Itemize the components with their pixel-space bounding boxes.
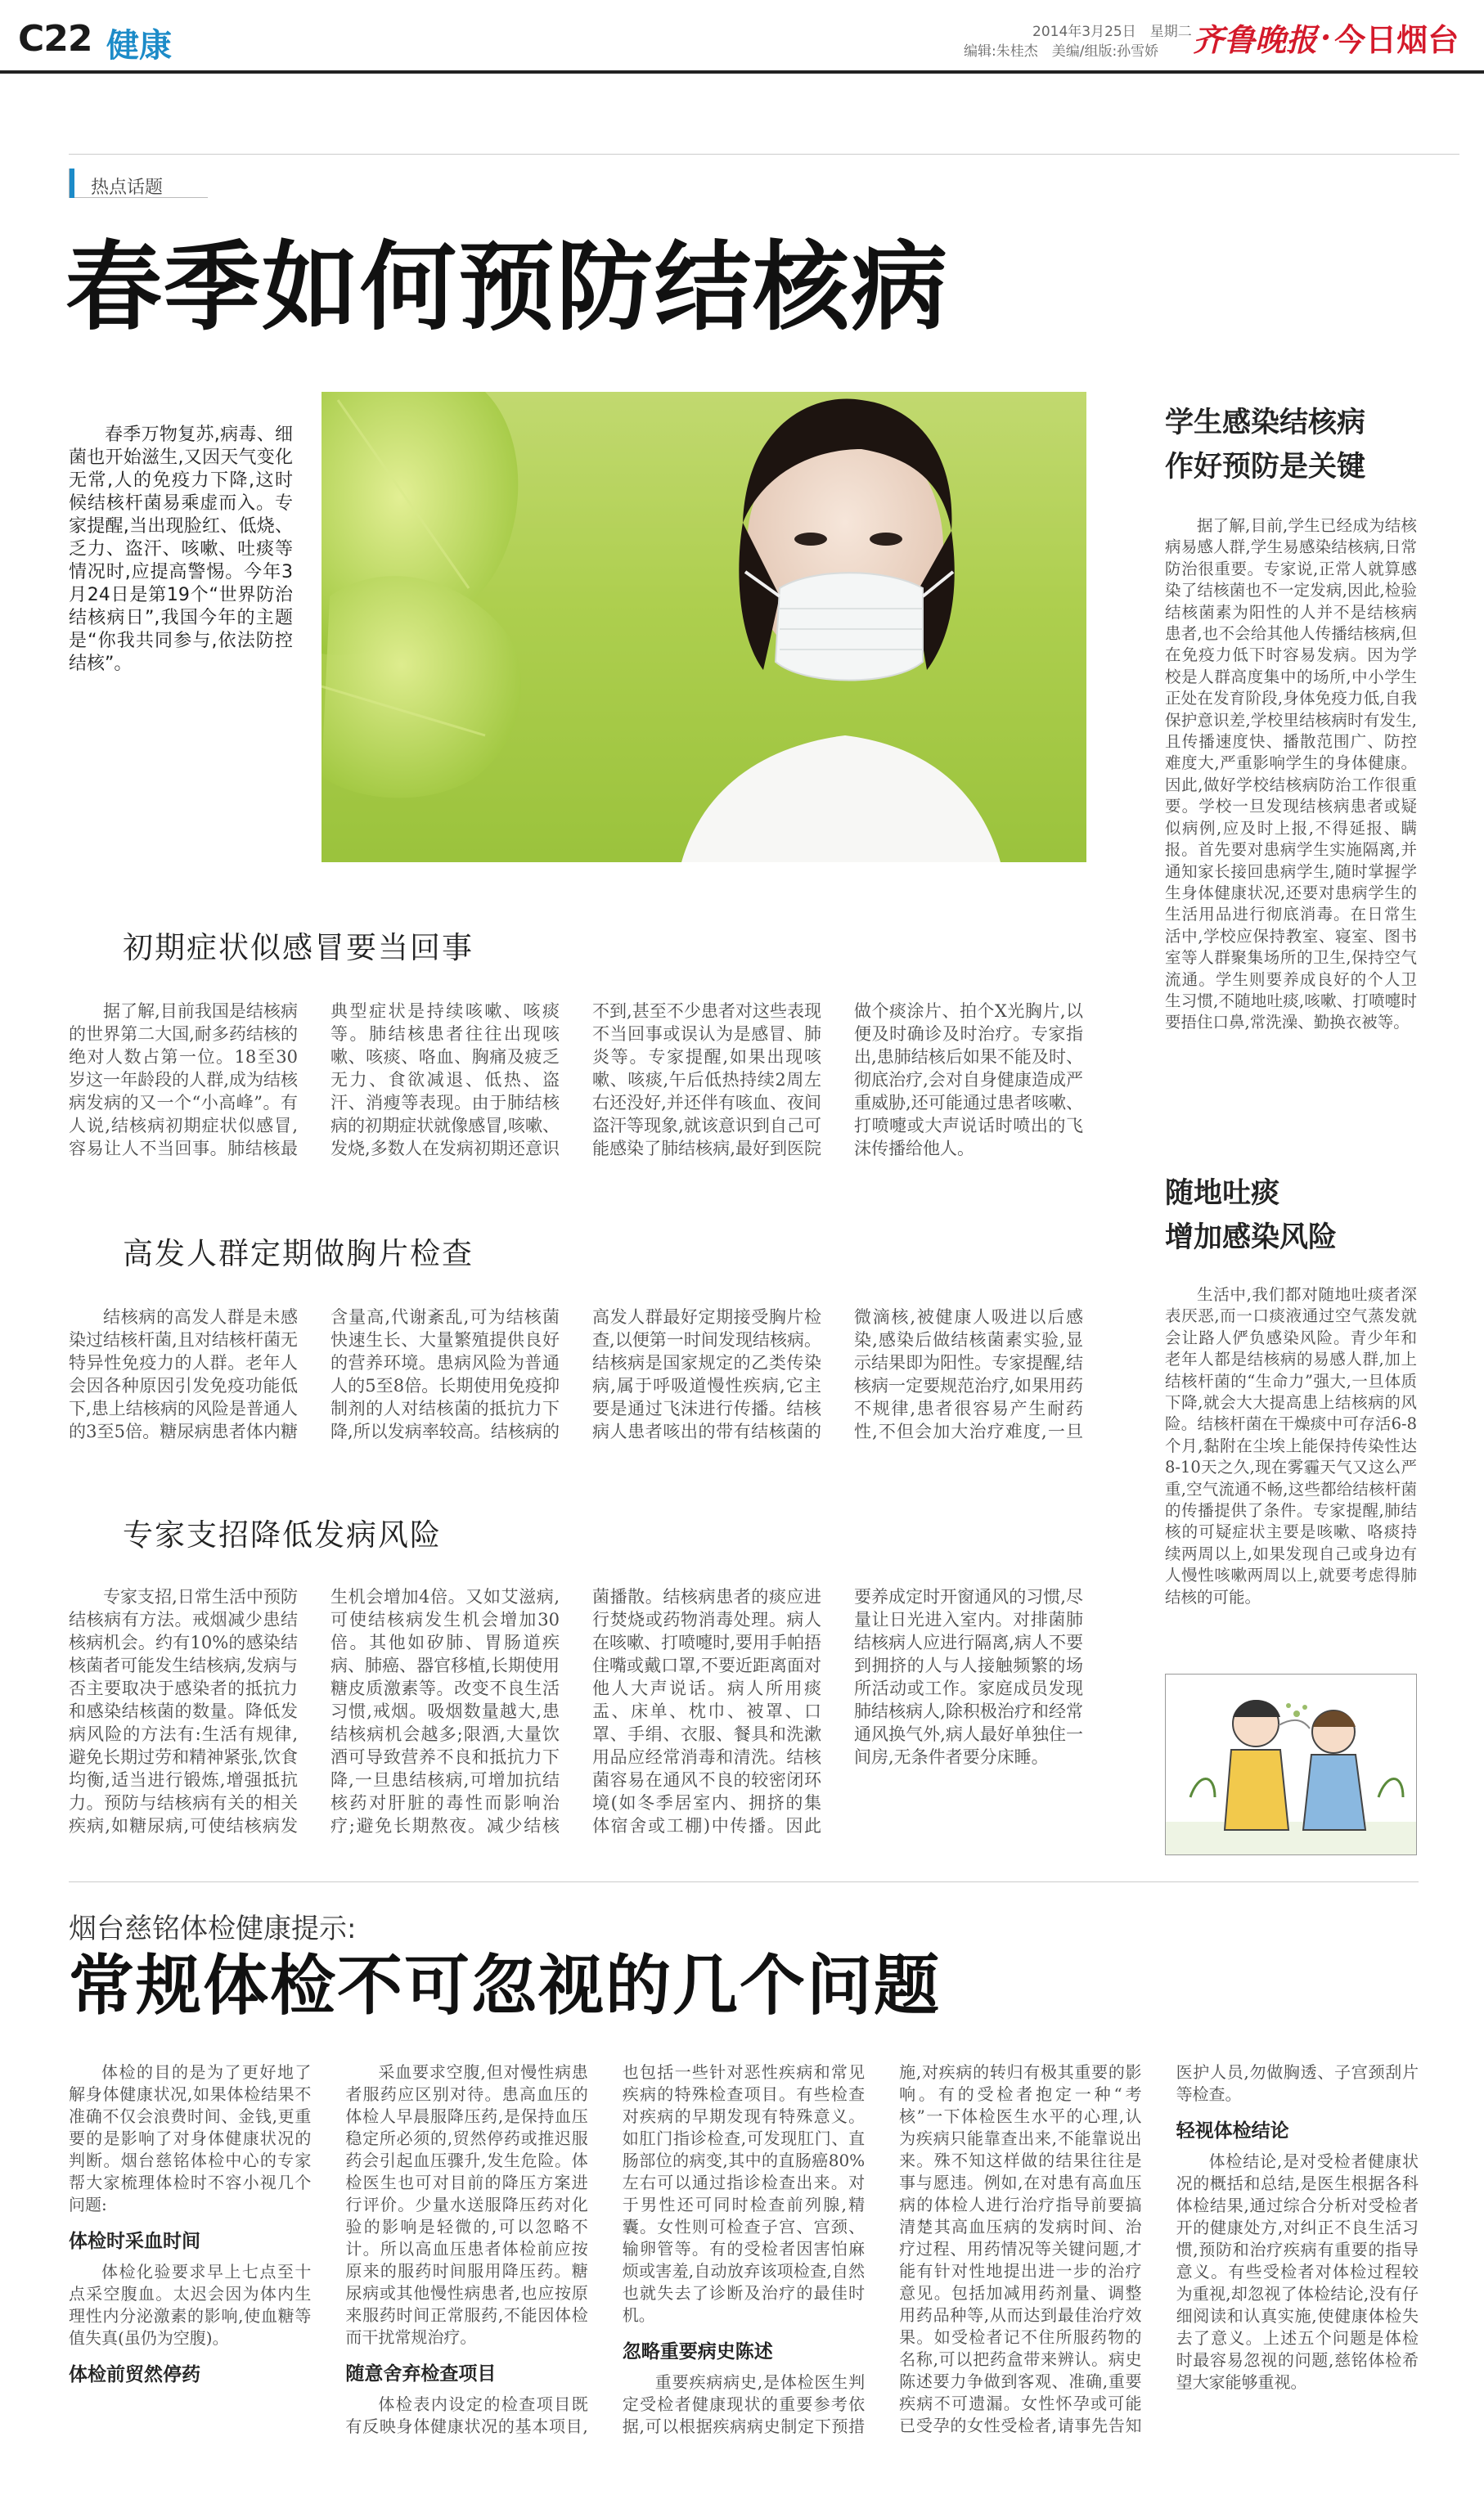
sidebar-heading-1-line2: 作好预防是关键 [1165, 451, 1366, 483]
photo-illustration [322, 392, 1086, 862]
sidebar-heading-2-line2: 增加感染风险 [1165, 1221, 1338, 1254]
section-3-text: 专家支招,日常生活中预防结核病有方法。戒烟减少患结核病机会。约有10%的感染结核菌者可能发生结核病,发病与否主要取决于感染者的抵抗力和感染结核菌的数量。降低发病风险的方法有:生活有规律,避免长期过劳和精神紧张,饮食均衡,适当进行锻炼,增强抵抗力。预防与结核病有关的相关疾病,如糖尿病,可使结核病发生机会增加4倍。又如艾滋病,可使结核病发生机会增加30倍。其他如矽肺、胃肠道疾病、肺癌、器官移植,长期使用糖皮质激素等。改变不良生活习惯,戒烟。吸烟数量越大,患结核病机会越多;限酒,大量饮酒可导致营养不良和抵抗力下降,一旦患结核病,可增加抗结核药对肝脏的毒性而影响治疗;避免长期熬夜。减少结核菌播散。结核病患者的痰应进行焚烧或药物消毒处理。病人在咳嗽、打喷嚏时,要用手帕捂住嘴或戴口罩,不要近距离面对他人大声说话。病人所用痰盂、床单、枕巾、被罩、口罩、手绢、衣服、餐具和洗漱用品应经常消毒和清洗。结核菌容易在通风不良的较密闭环境(如冬季居室内、拥挤的集体宿舍或工棚)中传播。因此要养成定时开窗通风的习惯,尽量让日光进入室内。对排菌肺结核病人应进行隔离,病人不要到拥挤的人与人接触频繁的场所活动或工作。家庭成员发现肺结核病人,除积极治疗和经常通风换气外,病人最好单独住一间房,无条件者要分床睡。 [69, 1587, 1083, 1836]
ad-paragraph-3: 体检表内设定的检查项目既有反映身体健康状况的基本项目,也包括一些针对恶性疾病和常见疾病的特殊检查项目。有些检查对疾病的早期发现有特殊意义。如肛门指诊检查,可发现肛门、直肠部位的病变,其中的直肠癌80%左右可以通过指诊检查出来。对于男性还可同时检查前列腺,精囊。女性则可检查子宫、宫颈、输卵管等。有的受检者因害怕麻烦或害羞,自动放弃该项检查,自然也就失去了诊断及治疗的最佳时机。 [345, 2062, 866, 2436]
brand-edition: 今日烟台 [1334, 22, 1459, 58]
sidebar-text-1: 据了解,目前,学生已经成为结核病易感人群,学生易感染结核病,日常防治很重要。专家说,正常人就算感染了结核菌也不一定发病,因此,检验结核菌素为阳性的人并不是结核病患者,也不会给其他人传播结核病,但在免疫力低下时容易发病。因为学校是人群高度集中的场所,中小学生正处在发育阶段,身体免疫力低,自我保护意识差,学校里结核病时有发生,且传播速度快、播散范围广、防控难度大,严重影响学生的身体健康。因此,做好学校结核病防治工作很重要。学校一旦发现结核病患者或疑似病例,应及时上报,不得延报、瞒报。首先要对患病学生实施隔离,并通知家长接回患病学生,随时掌握学生身体健康状况,还要对患病学生的生活用品进行彻底消毒。在日常生活中,学校应保持教室、寝室、图书室等人群聚集场所的卫生,保持空气流通。学生则要养成良好的个人卫生习惯,不随地吐痰,咳嗽、打喷嚏时要捂住口鼻,常洗澡、勤换衣被等。 [1165, 516, 1417, 1032]
ad-heading-1: 体检时采血时间 [69, 2231, 200, 2252]
ad-heading-5: 轻视体检结论 [1176, 2120, 1289, 2142]
editor-credits: 编辑:朱桂杰 美编/组版:孙雪娇 [964, 43, 1159, 60]
sidebar-body-2 [1165, 1284, 1417, 1656]
ad-title: 常规体检不可忽视的几个问题 [69, 1948, 941, 2024]
ad-heading-2: 体检前贸然停药 [69, 2364, 200, 2385]
header-rule [0, 70, 1484, 74]
topic-tag-label: 热点话题 [91, 178, 164, 198]
section-1-text: 据了解,目前我国是结核病的世界第二大国,耐多药结核的绝对人数占第一位。18至30岁这一年龄段的人群,成为结核病发病的又一个“小高峰”。有人说,结核病初期症状似感冒,容易让人不当回事。肺结核最典型症状是持续咳嗽、咳痰等。肺结核患者往往出现咳嗽、咳痰、咯血、胸痛及疲乏无力、食欲减退、低热、盗汗、消瘦等表现。由于肺结核病的初期症状就像感冒,咳嗽、发烧,多数人在发病初期还意识不到,甚至不少患者对这些表现不当回事或误认为是感冒、肺炎等。专家提醒,如果出现咳嗽、咳痰,午后低热持续2周左右还没好,并还伴有咳血、夜间盗汗等现象,就该意识到自己可能感染了肺结核病,最好到医院做个痰涂片、拍个X光胸片,以便及时确诊及时治疗。专家指出,患肺结核后如果不能及时、彻底治疗,会对自身健康造成严重威胁,还可能通过患者咳嗽、打喷嚏或大声说话时喷出的飞沫传播给他人。 [69, 1001, 1083, 1158]
ad-paragraph-4: 重要疾病病史,是体检医生判定受检者健康现状的重要参考依据,可以根据疾病病史制定下预措施,对疾病的转归有极其重要的影响。有的受检者抱定一种“考核”一下体检医生水平的心理,认为疾病只能靠查出来,不能靠说出来。殊不知这样做的结果往往是事与愿违。例如,在对患有高血压病的体检人进行治疗指导前要搞清楚其高血压病的发病时间、治疗过程、用药情况等关键问题,才能有针对性地提出进一步的治疗意见。包括加减用药剂量、调整用药品种等,从而达到最佳治疗效果。如受检者记不住所服药物的名称,可以把药盒带来辨认。病史陈述要力争做到客观、准确,重要疾病不可遗漏。女性怀孕或可能已受孕的女性受检者,请事先告知医护人员,勿做胸透、子宫颈刮片等检查。 [622, 2062, 1419, 2436]
section-2-text: 结核病的高发人群是未感染过结核杆菌,且对结核杆菌无特异性免疫力的人群。老年人会因各种原因引发免疫功能低下,患上结核病的风险是普通人的3至5倍。糖尿病患者体内糖含量高,代谢紊乱,可为结核菌快速生长、大量繁殖提供良好的营养环境。患病风险为普通人的5至8倍。长期使用免疫抑制剂的人对结核菌的抵抗力下降,所以发病率较高。结核病的高发人群最好定期接受胸片检查,以便第一时间发现结核病。结核病是国家规定的乙类传染病,属于呼吸道慢性疾病,它主要是通过飞沫进行传播。结核病人患者咳出的带有结核菌的微滴核,被健康人吸进以后感染,感染后做结核菌素实验,显示结果即为阳性。专家提醒,结核病一定要规范治疗,如果用药不规律,患者很容易产生耐药性,不但会加大治疗难度,一旦 [69, 1307, 1083, 1441]
section-2-body [69, 1306, 1083, 1461]
publish-date: 2014年3月25日 星期二 [1032, 24, 1192, 40]
ad-kicker: 烟台慈铭体检健康提示: [69, 1913, 357, 1945]
feature-photo [322, 392, 1086, 862]
ad-intro: 体检的目的是为了更好地了解身体健康状况,如果体检结果不准确不仅会浪费时间、金钱,更重要的是影响了对身体健康状况的判断。烟台慈铭体检中心的专家帮大家梳理体检时不容小视几个问题: [69, 2062, 312, 2214]
sidebar-heading-1 [1165, 401, 1365, 489]
topic-tag-accent [70, 169, 74, 198]
brand-logo [1193, 15, 1459, 60]
section-3-title: 专家支招降低发病风险 [123, 1517, 442, 1553]
sidebar-heading-1-line1: 学生感染结核病 [1165, 407, 1366, 439]
sidebar-heading-2 [1165, 1171, 1337, 1260]
sidebar-heading-2-line1: 随地吐痰 [1165, 1177, 1280, 1210]
section-2-title: 高发人群定期做胸片检查 [123, 1236, 474, 1271]
section-1-title: 初期症状似感冒要当回事 [123, 930, 474, 965]
brand-separator: · [1320, 19, 1332, 56]
topic-tag [69, 169, 208, 198]
ad-paragraph-5: 体检结论,是对受检者健康状况的概括和总结,是医生根据各科体检结果,通过综合分析对受检者开的健康处方,对纠正不良生活习惯,预防和治疗疾病有重要的指导意义。有些受检者对体检过程较为重视,却忽视了体检结论,没有仔细阅读和认真实施,使健康体检失去了意义。上述五个问题是体检时最容易忽视的问题,慈铭体检希望大家能够重视。 [1176, 2151, 1419, 2392]
ad-body [69, 2061, 1419, 2479]
tag-rule [69, 154, 1459, 155]
headline: 春季如何预防结核病 [65, 231, 950, 344]
ad-heading-3: 随意舍弃检查项目 [345, 2363, 497, 2385]
sidebar-text-2: 生活中,我们都对随地吐痰者深表厌恶,而一口痰液通过空气蒸发就会让路人俨负感染风险。青少年和老年人都是结核病的易感人群,加上结核杆菌的“生命力”强大,一旦体质下降,就会大大提高患上结核病的风险。结核杆菌在干燥痰中可存活6-8个月,黏附在尘埃上能保持传染性达8-10天之久,现在雾霾天气又这么严重,空气流通不畅,这些都给结核杆菌的传播提供了条件。专家提醒,肺结核的可疑症状主要是咳嗽、咯痰持续两周以上,如果发现自己或身边有人慢性咳嗽两周以上,就要考虑得肺结核的可能。 [1165, 1285, 1417, 1607]
page-number: C22 [18, 18, 92, 60]
section-1-body [69, 1000, 1083, 1186]
intro-paragraph: 春季万物复苏,病毒、细菌也开始滋生,又因天气变化无常,人的免疫力下降,这时候结核杆菌易乘虚而入。专家提醒,当出现脸红、低烧、乏力、盗汗、咳嗽、吐痰等情况时,应提高警惕。今年3月24日是第19个“世界防治结核病日”,我国今年的主题是“你我共同参与,依法防控结核”。 [69, 425, 293, 674]
page-header [0, 0, 1484, 74]
ad-divider [69, 1881, 1419, 1882]
section-3-body [69, 1585, 1083, 1857]
cartoon-illustration [1165, 1674, 1417, 1855]
ad-paragraph-2: 采血要求空腹,但对慢性病患者服药应区别对待。患高血压的体检人早晨服降压药,是保持血压稳定所必须的,贸然停药或推迟服药会引起血压骤升,发生危险。体检医生也可对目前的降压方案进行评价。少量水送服降压药对化验的影响是轻微的,可以忽略不计。所以高血压患者体检前应按原来的服药时间服用降压药。糖尿病或其他慢性病患者,也应按原来服药时间正常服药,不能因体检而干扰常规治疗。 [345, 2062, 588, 2347]
ad-paragraph-1: 体检化验要求早上七点至十点采空腹血。太迟会因为体内生理性内分泌激素的影响,使血糖等值失真(虽仍为空腹)。 [69, 2262, 312, 2348]
sidebar-body-1 [1165, 515, 1417, 1163]
ad-heading-4: 忽略重要病史陈述 [622, 2341, 773, 2362]
section-name: 健康 [106, 27, 172, 65]
brand-name: 齐鲁晚报 [1193, 21, 1318, 58]
